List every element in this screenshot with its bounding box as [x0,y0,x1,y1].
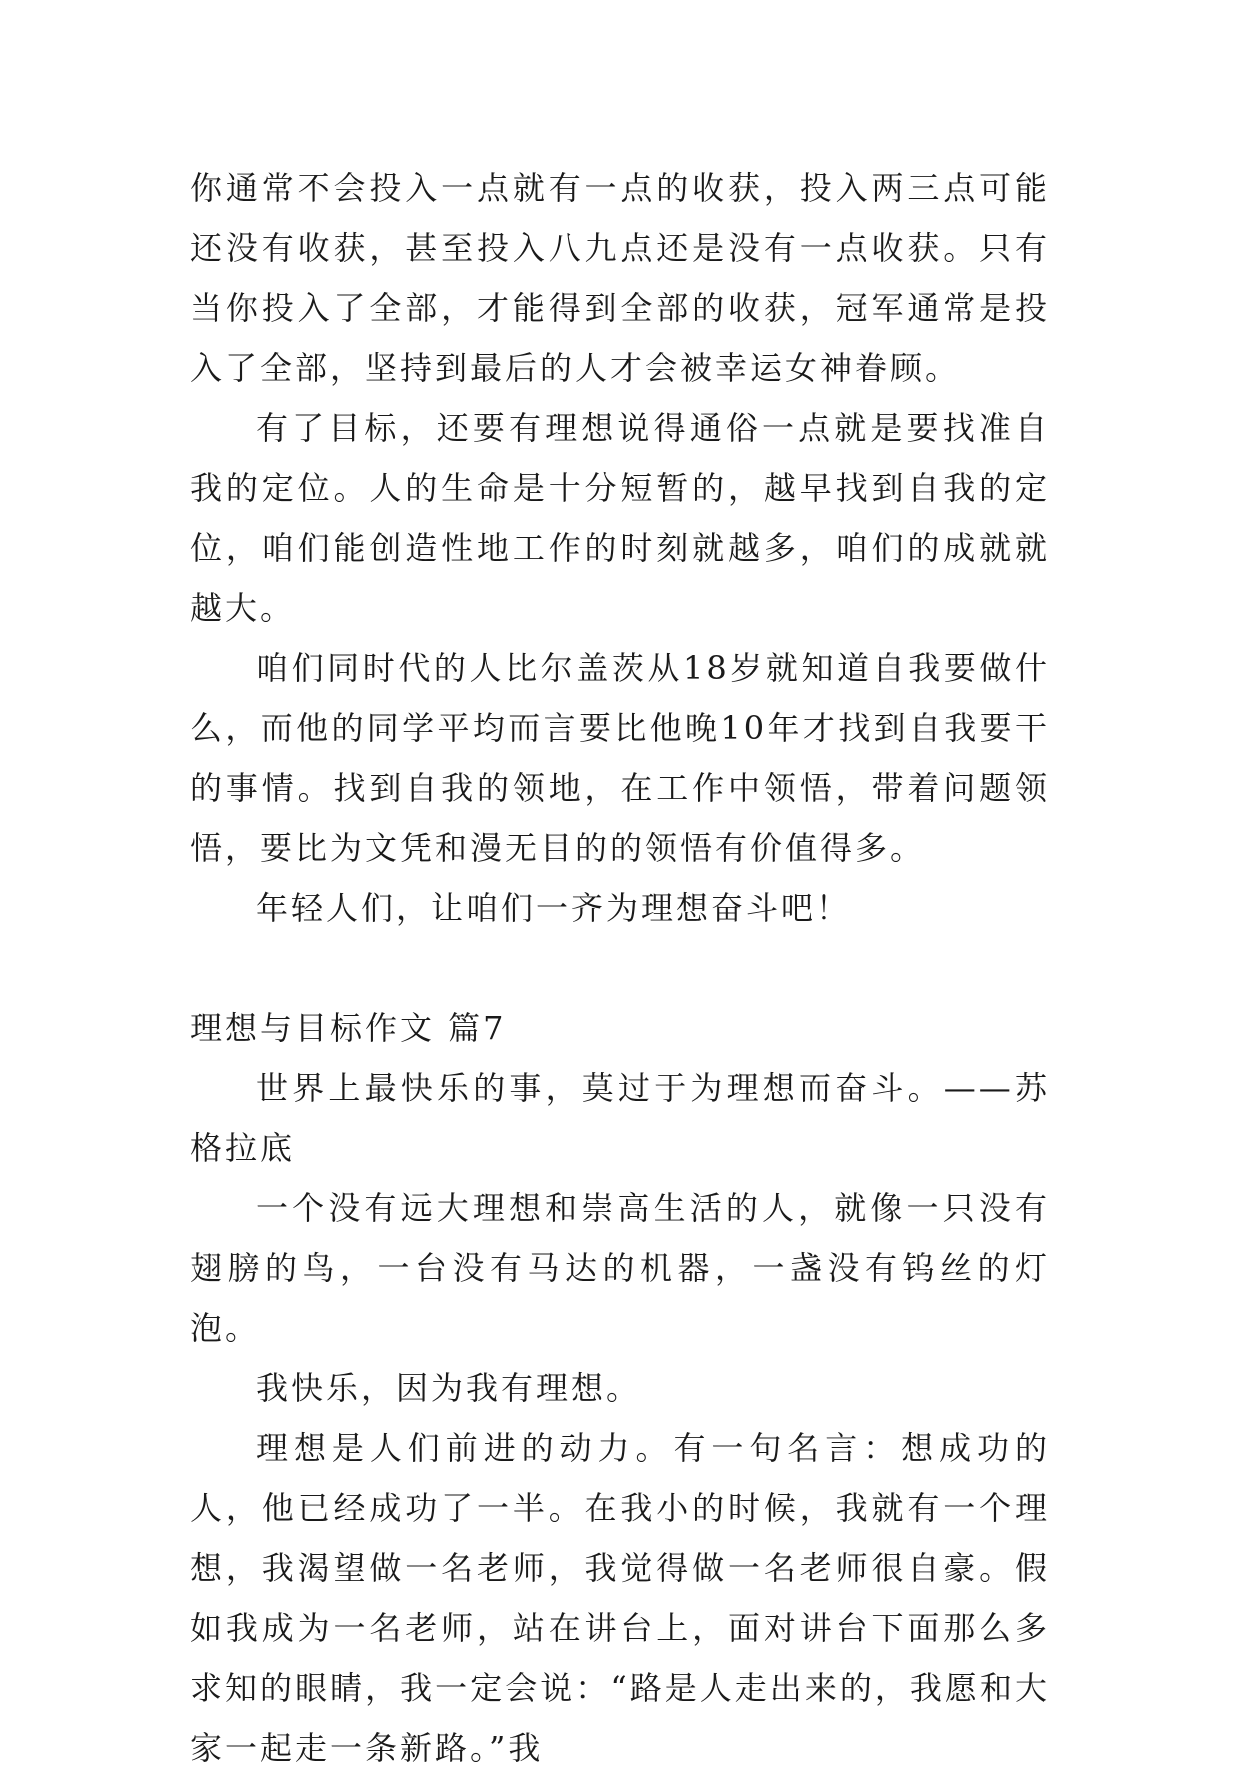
body-paragraph: 有了目标，还要有理想说得通俗一点就是要找准自我的定位。人的生命是十分短暂的，越早找到自我的定位，咱们能创造性地工作的时刻就越多，咱们的成就就越大。 [190,409,1050,627]
body-paragraph: 理想是人们前进的动力。有一句名言：想成功的人，他已经成功了一半。在我小的时候，我就有一个理想，我渴望做一名老师，我觉得做一名老师很自豪。假如我成为一名老师，站在讲台上，面对讲台下面那么多求知的眼睛，我一定会说：“路是人走出来的，我愿和大家一起走一条新路。”我 [190,1429,1050,1767]
section-heading: 理想与目标作文 篇7 [190,1009,507,1047]
body-paragraph: 咱们同时代的人比尔盖茨从18岁就知道自我要做什么，而他的同学平均而言要比他晚10年才找到自我要干的事情。找到自我的领地，在工作中领悟，带着问题领悟，要比为文凭和漫无目的的领悟有价值得多。 [190,649,1050,867]
body-paragraph: 一个没有远大理想和崇高生活的人，就像一只没有翅膀的鸟，一台没有马达的机器，一盏没有钨丝的灯泡。 [190,1189,1050,1347]
body-paragraph: 你通常不会投入一点就有一点的收获，投入两三点可能还没有收获，甚至投入八九点还是没有一点收获。只有当你投入了全部，才能得到全部的收获，冠军通常是投入了全部，坚持到最后的人才会被幸运女神眷顾。 [190,169,1050,387]
document-body [190,158,1050,1778]
body-paragraph: 我快乐，因为我有理想。 [256,1369,642,1407]
body-paragraph: 年轻人们，让咱们一齐为理想奋斗吧！ [256,889,852,927]
quote-paragraph: 世界上最快乐的事，莫过于为理想而奋斗。——苏格拉底 [190,1069,1050,1167]
